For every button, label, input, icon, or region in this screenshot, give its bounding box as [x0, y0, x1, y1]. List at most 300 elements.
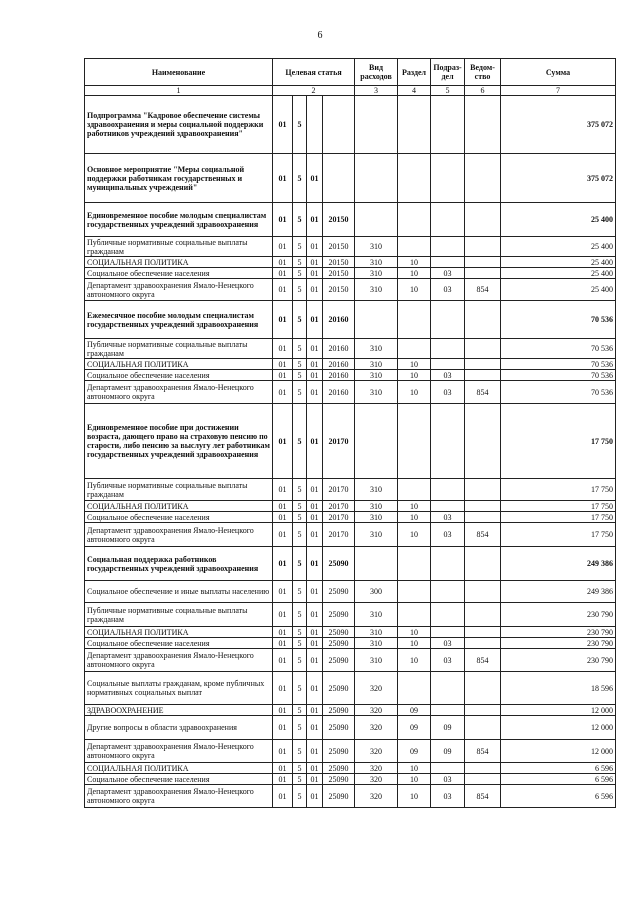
section-code: 09	[398, 705, 431, 716]
department-code	[465, 359, 501, 370]
amount-value: 17 750	[501, 404, 616, 479]
subsection-code: 03	[431, 268, 465, 279]
department-code: 854	[465, 649, 501, 672]
direction-code: 20150	[323, 257, 355, 268]
expense-type-code: 310	[355, 501, 398, 512]
row-name: Другие вопросы в области здравоохранения	[85, 716, 273, 740]
program-code: 01	[273, 523, 293, 547]
subsection-code	[431, 501, 465, 512]
column-number: 1	[85, 86, 273, 96]
header-section: Раздел	[398, 59, 431, 86]
amount-value: 70 536	[501, 359, 616, 370]
expense-type-code: 320	[355, 705, 398, 716]
row-name: Ежемесячное пособие молодым специалистам государственных учреждений здравоохранения	[85, 301, 273, 339]
department-code	[465, 763, 501, 774]
department-code	[465, 203, 501, 237]
program-code: 01	[273, 512, 293, 523]
section-code	[398, 301, 431, 339]
table-row	[85, 381, 616, 404]
subprogram-code: 5	[293, 154, 307, 203]
row-name: СОЦИАЛЬНАЯ ПОЛИТИКА	[85, 257, 273, 268]
subprogram-code: 5	[293, 763, 307, 774]
direction-code: 20160	[323, 359, 355, 370]
activity-code: 01	[307, 257, 323, 268]
subsection-code	[431, 547, 465, 581]
department-code	[465, 339, 501, 359]
subprogram-code: 5	[293, 479, 307, 501]
program-code: 01	[273, 627, 293, 638]
department-code: 854	[465, 523, 501, 547]
header-target: Целевая статья	[273, 59, 355, 86]
section-code	[398, 96, 431, 154]
section-code	[398, 603, 431, 627]
amount-value: 6 596	[501, 774, 616, 785]
activity-code: 01	[307, 512, 323, 523]
direction-code: 20160	[323, 370, 355, 381]
table-row	[85, 370, 616, 381]
subsection-code	[431, 96, 465, 154]
expense-type-code: 320	[355, 740, 398, 763]
table-row	[85, 774, 616, 785]
direction-code: 25090	[323, 672, 355, 705]
row-name: Единовременное пособие при достижении возраста, дающего право на страховую пенсию по старости, либо пенсию за выслугу лет работникам государственных учреждений здравоохранения	[85, 404, 273, 479]
activity-code: 01	[307, 203, 323, 237]
table-row	[85, 359, 616, 370]
row-name: Публичные нормативные социальные выплаты гражданам	[85, 603, 273, 627]
expense-type-code: 300	[355, 581, 398, 603]
program-code: 01	[273, 603, 293, 627]
direction-code: 25090	[323, 638, 355, 649]
amount-value: 70 536	[501, 301, 616, 339]
column-number: 4	[398, 86, 431, 96]
row-name: Социальные выплаты гражданам, кроме публичных нормативных социальных выплат	[85, 672, 273, 705]
section-code	[398, 672, 431, 705]
row-name: Социальное обеспечение населения	[85, 774, 273, 785]
section-code: 10	[398, 649, 431, 672]
activity-code: 01	[307, 359, 323, 370]
row-name: Публичные нормативные социальные выплаты гражданам	[85, 237, 273, 257]
subprogram-code: 5	[293, 268, 307, 279]
direction-code: 25090	[323, 716, 355, 740]
row-name: Департамент здравоохранения Ямало-Ненецкого автономного округа	[85, 649, 273, 672]
section-code	[398, 237, 431, 257]
expense-type-code: 310	[355, 523, 398, 547]
activity-code: 01	[307, 740, 323, 763]
activity-code: 01	[307, 547, 323, 581]
subsection-code	[431, 479, 465, 501]
expense-type-code: 320	[355, 763, 398, 774]
table-row	[85, 404, 616, 479]
activity-code: 01	[307, 154, 323, 203]
subprogram-code: 5	[293, 96, 307, 154]
direction-code: 20160	[323, 301, 355, 339]
row-name: Подпрограмма "Кадровое обеспечение системы здравоохранения и меры социальной поддержки работников учреждений здравоохранения"	[85, 96, 273, 154]
program-code: 01	[273, 716, 293, 740]
subsection-code	[431, 672, 465, 705]
activity-code: 01	[307, 763, 323, 774]
section-code: 10	[398, 638, 431, 649]
expense-type-code: 320	[355, 716, 398, 740]
section-code: 10	[398, 785, 431, 808]
amount-value: 17 750	[501, 512, 616, 523]
activity-code: 01	[307, 370, 323, 381]
subprogram-code: 5	[293, 203, 307, 237]
subsection-code: 03	[431, 785, 465, 808]
department-code: 854	[465, 381, 501, 404]
expense-type-code: 310	[355, 649, 398, 672]
subprogram-code: 5	[293, 237, 307, 257]
program-code: 01	[273, 370, 293, 381]
department-code	[465, 603, 501, 627]
program-code: 01	[273, 268, 293, 279]
section-code	[398, 404, 431, 479]
amount-value: 230 790	[501, 603, 616, 627]
department-code	[465, 268, 501, 279]
row-name: Социальная поддержка работников государственных учреждений здравоохранения	[85, 547, 273, 581]
activity-code: 01	[307, 237, 323, 257]
section-code: 10	[398, 512, 431, 523]
row-name: Департамент здравоохранения Ямало-Ненецкого автономного округа	[85, 523, 273, 547]
header-expense-type: Вид расходов	[355, 59, 398, 86]
section-code: 10	[398, 268, 431, 279]
program-code: 01	[273, 479, 293, 501]
row-name: Департамент здравоохранения Ямало-Ненецкого автономного округа	[85, 785, 273, 808]
amount-value: 12 000	[501, 705, 616, 716]
subsection-code	[431, 603, 465, 627]
subprogram-code: 5	[293, 339, 307, 359]
subprogram-code: 5	[293, 359, 307, 370]
expense-type-code	[355, 154, 398, 203]
expense-type-code: 320	[355, 672, 398, 705]
program-code: 01	[273, 501, 293, 512]
program-code: 01	[273, 785, 293, 808]
activity-code: 01	[307, 404, 323, 479]
activity-code: 01	[307, 638, 323, 649]
expense-type-code: 310	[355, 359, 398, 370]
activity-code: 01	[307, 705, 323, 716]
table-row	[85, 603, 616, 627]
program-code: 01	[273, 96, 293, 154]
table-row	[85, 547, 616, 581]
department-code	[465, 370, 501, 381]
expense-type-code	[355, 96, 398, 154]
column-number: 6	[465, 86, 501, 96]
expense-type-code: 310	[355, 627, 398, 638]
row-name: Департамент здравоохранения Ямало-Ненецкого автономного округа	[85, 740, 273, 763]
section-code: 10	[398, 774, 431, 785]
department-code	[465, 154, 501, 203]
expense-type-code: 310	[355, 512, 398, 523]
department-code	[465, 512, 501, 523]
row-name: Публичные нормативные социальные выплаты гражданам	[85, 479, 273, 501]
program-code: 01	[273, 763, 293, 774]
table-body	[85, 96, 616, 808]
row-name: Публичные нормативные социальные выплаты гражданам	[85, 339, 273, 359]
department-code	[465, 705, 501, 716]
activity-code: 01	[307, 716, 323, 740]
table-row	[85, 501, 616, 512]
department-code	[465, 501, 501, 512]
amount-value: 230 790	[501, 649, 616, 672]
section-code: 10	[398, 370, 431, 381]
department-code: 854	[465, 740, 501, 763]
page-number: 6	[317, 30, 323, 41]
section-code	[398, 154, 431, 203]
amount-value: 17 750	[501, 479, 616, 501]
direction-code	[323, 96, 355, 154]
activity-code: 01	[307, 603, 323, 627]
direction-code: 20170	[323, 523, 355, 547]
table-row	[85, 716, 616, 740]
subsection-code: 03	[431, 638, 465, 649]
column-number: 2	[273, 86, 355, 96]
table-row	[85, 339, 616, 359]
program-code: 01	[273, 547, 293, 581]
subsection-code: 03	[431, 774, 465, 785]
expense-type-code	[355, 547, 398, 581]
expense-type-code: 320	[355, 785, 398, 808]
department-code	[465, 301, 501, 339]
direction-code: 20170	[323, 501, 355, 512]
row-name: Социальное обеспечение населения	[85, 638, 273, 649]
subsection-code	[431, 237, 465, 257]
department-code: 854	[465, 785, 501, 808]
section-code	[398, 203, 431, 237]
section-code: 10	[398, 359, 431, 370]
direction-code: 25090	[323, 603, 355, 627]
activity-code: 01	[307, 339, 323, 359]
department-code	[465, 404, 501, 479]
table-row	[85, 740, 616, 763]
table-row	[85, 649, 616, 672]
program-code: 01	[273, 404, 293, 479]
amount-value: 70 536	[501, 381, 616, 404]
direction-code: 25090	[323, 785, 355, 808]
subprogram-code: 5	[293, 257, 307, 268]
subsection-code	[431, 339, 465, 359]
direction-code: 20150	[323, 237, 355, 257]
section-code	[398, 339, 431, 359]
amount-value: 25 400	[501, 203, 616, 237]
expense-type-code: 310	[355, 370, 398, 381]
direction-code: 25090	[323, 649, 355, 672]
amount-value: 375 072	[501, 154, 616, 203]
subprogram-code: 5	[293, 672, 307, 705]
table-row	[85, 627, 616, 638]
subsection-code: 09	[431, 740, 465, 763]
section-code: 10	[398, 257, 431, 268]
subsection-code: 03	[431, 512, 465, 523]
subsection-code	[431, 301, 465, 339]
amount-value: 230 790	[501, 627, 616, 638]
amount-value: 6 596	[501, 785, 616, 808]
amount-value: 18 596	[501, 672, 616, 705]
direction-code: 20170	[323, 512, 355, 523]
amount-value: 70 536	[501, 370, 616, 381]
table-row	[85, 237, 616, 257]
row-name: Социальное обеспечение населения	[85, 512, 273, 523]
subsection-code	[431, 763, 465, 774]
subprogram-code: 5	[293, 627, 307, 638]
expense-type-code: 310	[355, 237, 398, 257]
program-code: 01	[273, 581, 293, 603]
amount-value: 375 072	[501, 96, 616, 154]
program-code: 01	[273, 339, 293, 359]
subprogram-code: 5	[293, 716, 307, 740]
subsection-code	[431, 203, 465, 237]
subprogram-code: 5	[293, 501, 307, 512]
direction-code: 25090	[323, 774, 355, 785]
expense-type-code: 310	[355, 339, 398, 359]
table-row	[85, 154, 616, 203]
activity-code: 01	[307, 501, 323, 512]
department-code	[465, 257, 501, 268]
expense-type-code: 310	[355, 603, 398, 627]
activity-code: 01	[307, 523, 323, 547]
column-number: 7	[501, 86, 616, 96]
subsection-code: 03	[431, 370, 465, 381]
amount-value: 249 386	[501, 581, 616, 603]
activity-code: 01	[307, 672, 323, 705]
direction-code: 20150	[323, 203, 355, 237]
department-code	[465, 237, 501, 257]
department-code	[465, 96, 501, 154]
subprogram-code: 5	[293, 581, 307, 603]
section-code: 10	[398, 501, 431, 512]
expense-type-code: 310	[355, 638, 398, 649]
subprogram-code: 5	[293, 370, 307, 381]
program-code: 01	[273, 359, 293, 370]
direction-code: 25090	[323, 705, 355, 716]
direction-code: 20150	[323, 279, 355, 301]
header-department: Ведом-ство	[465, 59, 501, 86]
table-row	[85, 705, 616, 716]
row-name: Социальное обеспечение и иные выплаты населению	[85, 581, 273, 603]
subsection-code	[431, 404, 465, 479]
activity-code: 01	[307, 774, 323, 785]
table-row	[85, 96, 616, 154]
budget-table	[84, 58, 616, 808]
subprogram-code: 5	[293, 547, 307, 581]
direction-code	[323, 154, 355, 203]
section-code: 10	[398, 523, 431, 547]
amount-value: 17 750	[501, 523, 616, 547]
department-code	[465, 672, 501, 705]
section-code	[398, 479, 431, 501]
row-name: СОЦИАЛЬНАЯ ПОЛИТИКА	[85, 359, 273, 370]
amount-value: 70 536	[501, 339, 616, 359]
section-code: 10	[398, 381, 431, 404]
activity-code: 01	[307, 785, 323, 808]
expense-type-code	[355, 404, 398, 479]
amount-value: 6 596	[501, 763, 616, 774]
table-row	[85, 512, 616, 523]
department-code	[465, 581, 501, 603]
program-code: 01	[273, 257, 293, 268]
program-code: 01	[273, 154, 293, 203]
section-code	[398, 581, 431, 603]
program-code: 01	[273, 774, 293, 785]
amount-value: 12 000	[501, 740, 616, 763]
expense-type-code: 310	[355, 279, 398, 301]
row-name: СОЦИАЛЬНАЯ ПОЛИТИКА	[85, 501, 273, 512]
subsection-code: 03	[431, 523, 465, 547]
header-amount: Сумма	[501, 59, 616, 86]
table-row	[85, 301, 616, 339]
subprogram-code: 5	[293, 740, 307, 763]
subprogram-code: 5	[293, 523, 307, 547]
table-row	[85, 203, 616, 237]
program-code: 01	[273, 740, 293, 763]
table-row	[85, 479, 616, 501]
table-row	[85, 257, 616, 268]
direction-code: 20170	[323, 404, 355, 479]
activity-code: 01	[307, 581, 323, 603]
direction-code: 25090	[323, 627, 355, 638]
department-code	[465, 479, 501, 501]
table-row	[85, 638, 616, 649]
subprogram-code: 5	[293, 381, 307, 404]
department-code	[465, 716, 501, 740]
table-row	[85, 672, 616, 705]
expense-type-code: 320	[355, 774, 398, 785]
section-code: 10	[398, 763, 431, 774]
expense-type-code	[355, 301, 398, 339]
direction-code: 25090	[323, 547, 355, 581]
row-name: СОЦИАЛЬНАЯ ПОЛИТИКА	[85, 763, 273, 774]
subprogram-code: 5	[293, 603, 307, 627]
direction-code: 20160	[323, 381, 355, 404]
department-code	[465, 627, 501, 638]
program-code: 01	[273, 705, 293, 716]
table-row	[85, 581, 616, 603]
table-row	[85, 785, 616, 808]
subprogram-code: 5	[293, 404, 307, 479]
subprogram-code: 5	[293, 301, 307, 339]
section-code: 09	[398, 716, 431, 740]
row-name: Социальное обеспечение населения	[85, 268, 273, 279]
table-row	[85, 763, 616, 774]
subsection-code: 09	[431, 716, 465, 740]
direction-code: 20170	[323, 479, 355, 501]
department-code	[465, 547, 501, 581]
activity-code: 01	[307, 268, 323, 279]
subsection-code	[431, 359, 465, 370]
program-code: 01	[273, 649, 293, 672]
amount-value: 25 400	[501, 268, 616, 279]
header-subsection: Подраз-дел	[431, 59, 465, 86]
section-code	[398, 547, 431, 581]
expense-type-code: 310	[355, 257, 398, 268]
activity-code: 01	[307, 479, 323, 501]
section-code: 09	[398, 740, 431, 763]
subsection-code	[431, 154, 465, 203]
amount-value: 25 400	[501, 257, 616, 268]
subsection-code	[431, 257, 465, 268]
column-number: 3	[355, 86, 398, 96]
subprogram-code: 5	[293, 785, 307, 808]
program-code: 01	[273, 381, 293, 404]
section-code: 10	[398, 279, 431, 301]
direction-code: 20160	[323, 339, 355, 359]
department-code: 854	[465, 279, 501, 301]
subprogram-code: 5	[293, 705, 307, 716]
expense-type-code	[355, 203, 398, 237]
row-name: СОЦИАЛЬНАЯ ПОЛИТИКА	[85, 627, 273, 638]
direction-code: 25090	[323, 740, 355, 763]
department-code	[465, 774, 501, 785]
program-code: 01	[273, 203, 293, 237]
